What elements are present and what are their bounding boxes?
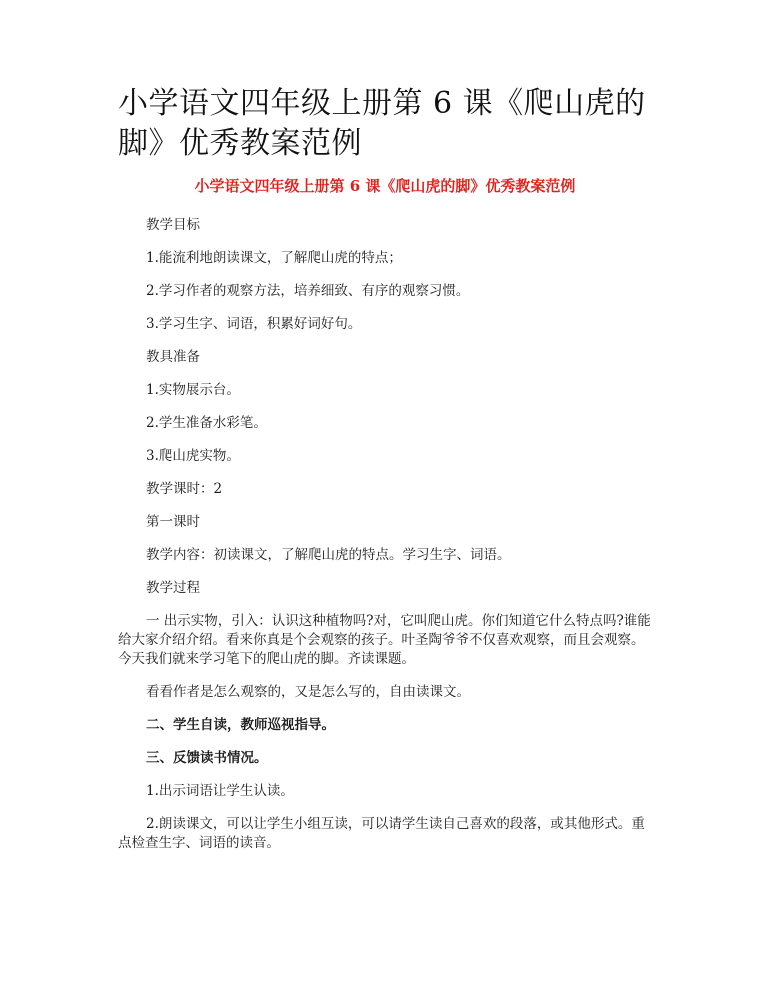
section-heading-process: 教学过程 bbox=[146, 580, 200, 596]
material-item: 2.学生准备水彩笔。 bbox=[146, 415, 267, 431]
goal-item: 3.学习生字、词语，积累好词好句。 bbox=[146, 316, 362, 332]
section-heading-materials: 教具准备 bbox=[146, 349, 200, 365]
process-paragraph: 一 出示实物，引入：认识这种植物吗?对，它叫爬山虎。你们知道它什么特点吗?谁能给大家介绍介绍。看来你真是个会观察的孩子。叶圣陶爷爷不仅喜欢观察，而且会观察。今天我们就来学习笔下的爬山虎的脚。齐读课题。 bbox=[118, 613, 651, 667]
process-item: 1.出示词语让学生认读。 bbox=[146, 783, 294, 799]
process-paragraph: 看看作者是怎么观察的，又是怎么写的，自由读课文。 bbox=[146, 684, 470, 700]
document-body bbox=[118, 216, 652, 867]
process-item: 2.朗读课文，可以让学生小组互读，可以请学生读自己喜欢的段落，或其他形式。重点检查生字、词语的读音。 bbox=[118, 816, 645, 851]
section-heading-goals: 教学目标 bbox=[146, 217, 200, 233]
goal-item: 1.能流利地朗读课文，了解爬山虎的特点； bbox=[146, 250, 402, 266]
material-item: 3.爬山虎实物。 bbox=[146, 448, 240, 464]
material-item: 1.实物展示台。 bbox=[146, 382, 240, 398]
section-heading-first-lesson: 第一课时 bbox=[146, 514, 200, 530]
lesson-count: 教学课时：2 bbox=[146, 481, 223, 497]
lesson-content: 教学内容：初读课文，了解爬山虎的特点。学习生字、词语。 bbox=[146, 547, 511, 563]
document-subtitle: 小学语文四年级上册第 6 课《爬山虎的脚》优秀教案范例 bbox=[194, 177, 576, 195]
goal-item: 2.学习作者的观察方法，培养细致、有序的观察习惯。 bbox=[146, 283, 470, 299]
document-title: 小学语文四年级上册第 6 课《爬山虎的脚》优秀教案范例 bbox=[118, 86, 646, 161]
process-step-heading: 三、反馈读书情况。 bbox=[146, 750, 268, 766]
process-step-heading: 二、学生自读，教师巡视指导。 bbox=[146, 717, 335, 733]
